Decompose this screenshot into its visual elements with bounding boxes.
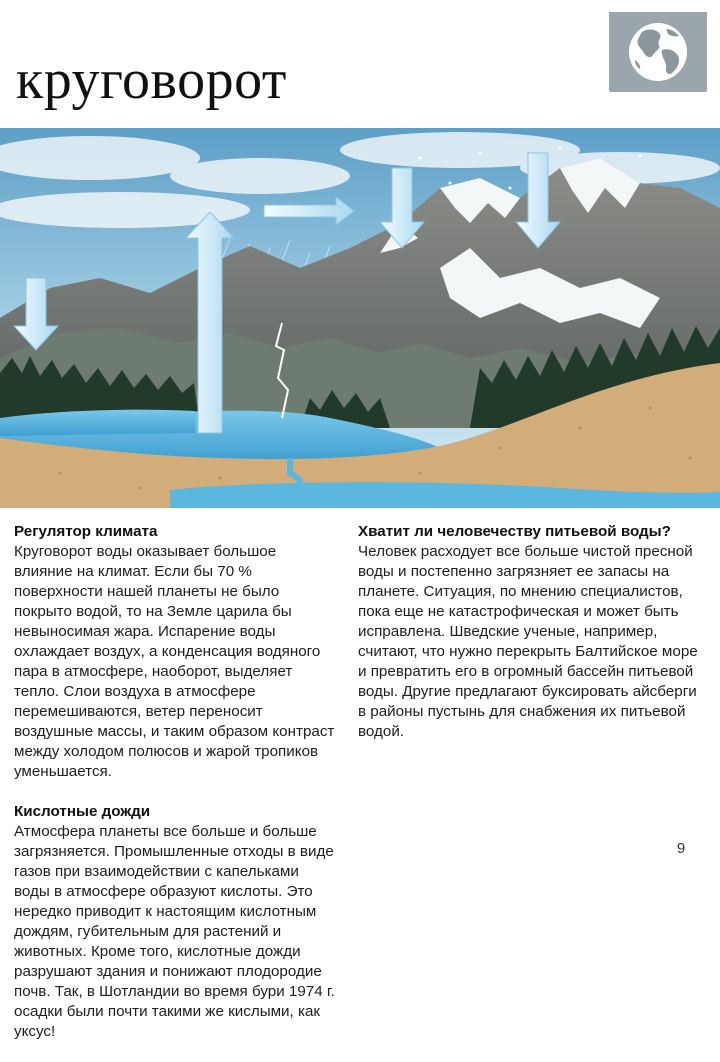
right-column [358, 522, 708, 762]
page-number: 9 [676, 840, 686, 857]
section-heading-acid-rain: Кислотные дожди [14, 803, 151, 820]
section-body-drinking-water: Человек расходует все больше чистой пресной воды и постепенно загрязняет ее запасы на планете. Ситуация, по мнению специалистов, пока еще не катастрофическая и может быть исправлена. Шведские ученые, например, считают, что нужно перекрыть Балтийское море и превратить его в огромный бассейн питьевой воды. Другие предлагают буксировать айсберги в районы пустынь для снабжения их питьевой водой. [358, 543, 698, 740]
section-heading-drinking-water: Хватит ли человечеству питьевой воды? [358, 523, 671, 540]
section-heading-climate: Регулятор климата [14, 523, 158, 540]
section-body-acid-rain: Атмосфера планеты все больше и больше загрязняется. Промышленные отходы в виде газов при взаимодействии с капельками воды в атмосфере образуют кислоты. Это нередко приводит к настоящим кислотным дождям, губительным для растений и животных. Кроме того, кислотные дожди разрушают здания и понижают плодородие почв. Так, в Шотландии во время бури 1974 г. осадки были почти такими же кислыми, как уксус! [14, 823, 335, 1040]
left-column [14, 522, 336, 1062]
water-cycle-illustration [0, 128, 720, 508]
section-body-climate: Круговорот воды оказывает большое влияние на климат. Если бы 70 % поверхности нашей планеты не было покрыто водой, то на Земле царила бы невыносимая жара. Испарение воды охлаждает воздух, а конденсация водяного пара в атмосфере, наоборот, выделяет тепло. Слои воздуха в атмосфере перемешиваются, ветер переносит воздушные массы, и таким образом контраст между холодом полюсов и жарой тропиков уменьшается. [14, 543, 335, 780]
page-title: круговорот [16, 49, 287, 111]
globe-badge [609, 12, 707, 92]
globe-icon [626, 20, 690, 84]
